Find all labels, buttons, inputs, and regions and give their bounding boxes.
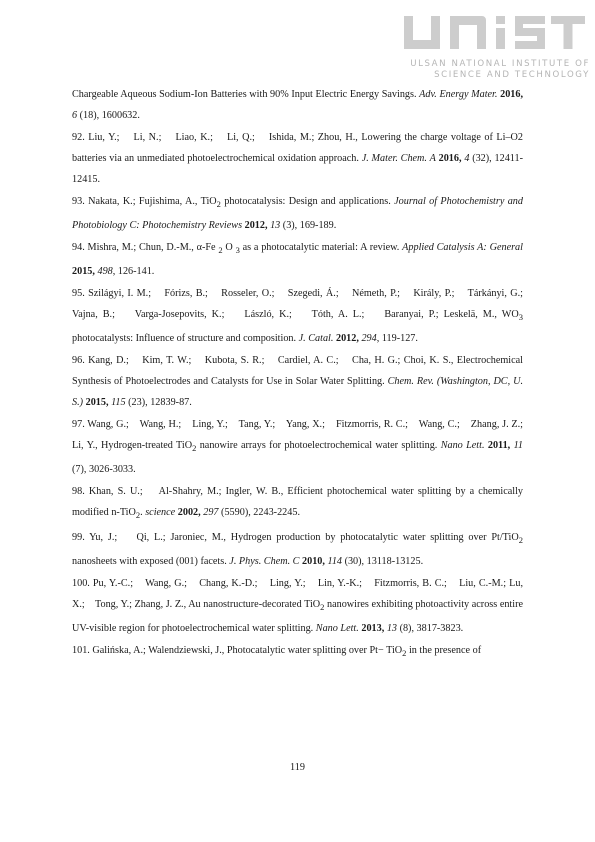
logo-subtitle-line1: ULSAN NATIONAL INSTITUTE OF: [410, 59, 590, 69]
reference-entry: Chargeable Aqueous Sodium-Ion Batteries with 90% Input Electric Energy Savings. Adv. Energy Mater. 2016, 6 (18), 1600632.: [72, 89, 524, 121]
reference-entry: 95. Szilágyi, I. M.; Fórizs, B.; Rosseler, O.; Szegedi, Á.; Németh, P.; Király, P.; Tárkányi, G.; Vajna, B.; Varga-Josepovits, K.; László, K.; Tóth, A. L.; Baranyai, P.; Leskelä, M., $WO_3$ photocatalysts: Influence of structure and composition. J. Catal. 2012, 294, 119-127.: [72, 288, 523, 345]
reference-entry: 100. Pu, Y.-C.; Wang, G.; Chang, K.-D.; Ling, Y.; Lin, Y.-K.; Fitzmorris, B. C.; Liu, C.-M.; Lu, X.; Tong, Y.; Zhang, J. Z., Au nanostructure-decorated TiO$_2$ nanowires exhibiting photoactivity across entire UV-visible region for photoelectrochemical water splitting. Nano Lett. 2013, 13 (8), 3817-3823.: [72, 578, 524, 635]
reference-list: [72, 84, 523, 664]
reference-entry: 101. Galińska, A.; Walendziewski, J., Photocatalytic water splitting over Pt− TiO$_2$ in the presence of: [72, 645, 482, 659]
reference-entry: 97. Wang, G.; Wang, H.; Ling, Y.; Tang, Y.; Yang, X.; Fitzmorris, R. C.; Wang, C.; Zhang, J. Z.; Li, Y., Hydrogen-treated TiO$_2$ nanowire arrays for photoelectrochemical water splitting. Nano Lett. 2011, 11 (7), 3026-3033.: [72, 419, 523, 476]
unist-logo: [400, 12, 590, 82]
reference-entry: 93. Nakata, K.; Fujishima, A., TiO$_2$ photocatalysis: Design and applications. Journal of Photochemistry and Photobiology C: Photochemistry Reviews 2012, 13 (3), 169-189.: [72, 196, 523, 232]
reference-entry: 98. Khan, S. U.; Al-Shahry, M.; Ingler, W. B., Efficient photochemical water splitting by a chemically modified n-TiO$_2$. science 2002, 297 (5590), 2243-2245.: [72, 486, 523, 521]
unist-wordmark-graphic: [400, 12, 590, 58]
page-number: 119: [290, 762, 305, 773]
logo-subtitle-line2: SCIENCE AND TECHNOLOGY: [434, 70, 590, 80]
reference-entry: 92. Liu, Y.; Li, N.; Liao, K.; Li, Q.; Ishida, M.; Zhou, H., Lowering the charge voltage of Li–O2 batteries via an unmediated photoelectrochemical oxidation approach. J. Mater. Chem. A 2016, 4 (32), 12411-12415.: [72, 132, 523, 185]
reference-entry: 99. Yu, J.; Qi, L.; Jaroniec, M., Hydrogen production by photocatalytic water splitting over Pt/TiO$_2$ nanosheets with exposed (001) facets. J. Phys. Chem. C 2010, 114 (30), 13118-13125.: [72, 532, 523, 568]
reference-entry: 96. Kang, D.; Kim, T. W.; Kubota, S. R.; Cardiel, A. C.; Cha, H. G.; Choi, K. S., Electrochemical Synthesis of Photoelectrodes and Catalysts for Use in Solar Water Splitting. Chem. Rev. (Washington, DC, U. S.) 2015, 115 (23), 12839-87.: [72, 355, 523, 409]
reference-entry: 94. Mishra, M.; Chun, D.-M., α-Fe $_2$ O $_3$ as a photocatalytic material: A review. Applied Catalysis A: General 2015, 498, 126-141.: [72, 242, 523, 278]
